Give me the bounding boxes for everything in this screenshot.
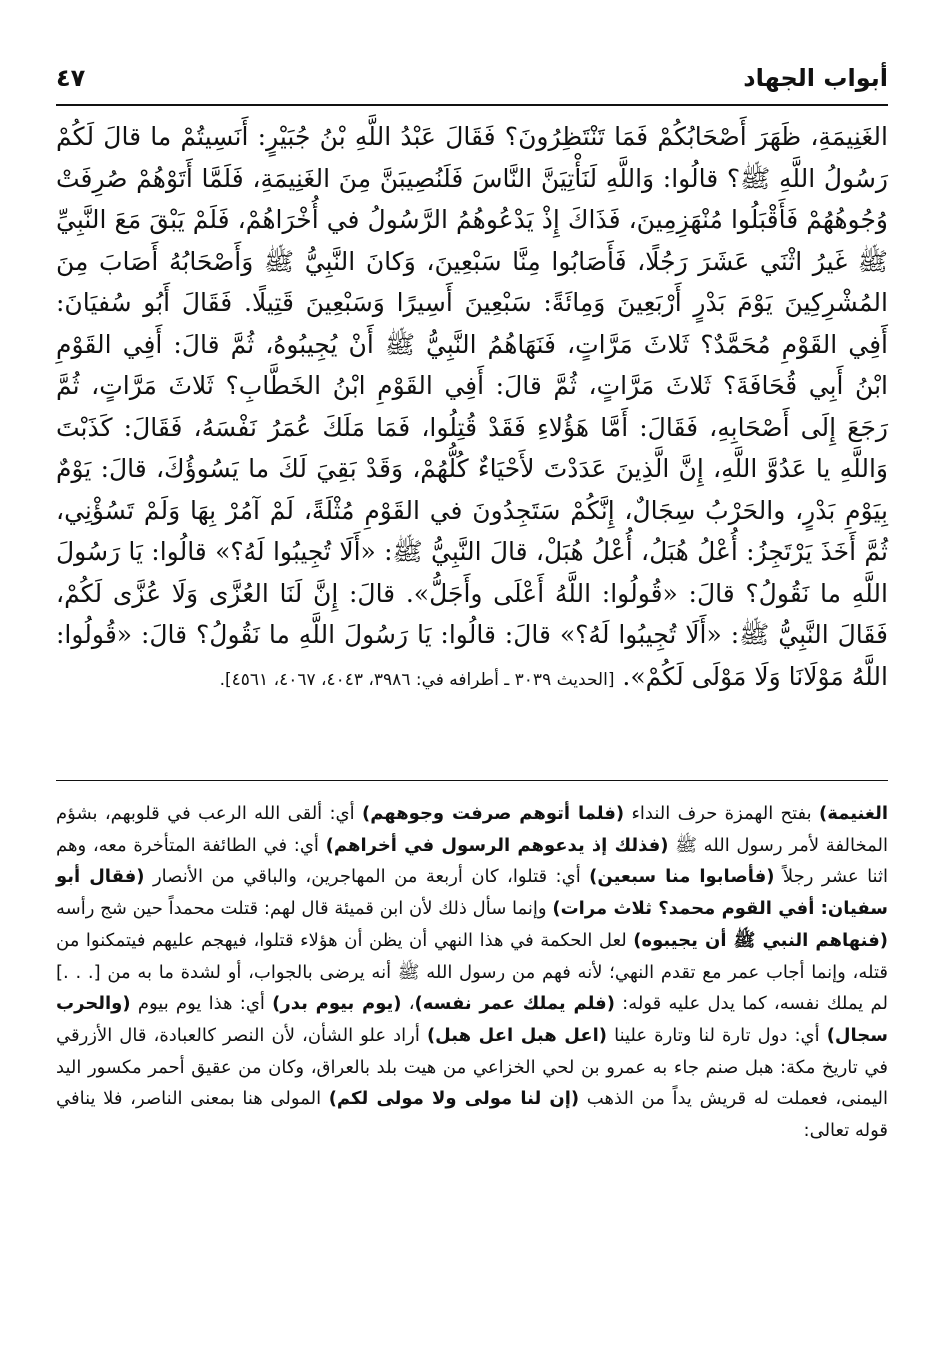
commentary-segment: أي: دول تارة لنا وتارة علينا — [607, 1024, 827, 1046]
commentary-segment: بفتح الهمزة حرف النداء — [624, 803, 819, 824]
running-title: أبواب الجهاد — [743, 64, 888, 92]
commentary-segment: (فقال أبو سفيان: أفي القوم محمد؟ ثلاث مرات) — [56, 866, 888, 920]
commentary-segment: (إن لنا مولى ولا مولى لكم) — [328, 1088, 580, 1110]
hadith-reference: [الحديث ٣٠٣٩ ـ أطرافه في: ٣٩٨٦، ٤٠٤٣، ٤٠٦٧، ٤٥٦١]. — [219, 669, 615, 690]
commentary-segment: أي: هذا يوم بيوم — [130, 993, 273, 1015]
header-rule — [56, 104, 888, 106]
commentary-segment: (فأصابوا منا سبعين) — [589, 866, 775, 888]
page-number: ٤٧ — [56, 64, 86, 92]
commentary-segment: المولى هنا بمعنى الناصر، فلا ينافي قوله تعالى: — [56, 1088, 888, 1142]
commentary-segment: (اعل هبل اعل هبل) — [426, 1024, 608, 1046]
commentary-segment: (والحرب سجال) — [56, 993, 888, 1046]
commentary-text-block — [56, 798, 888, 1147]
commentary-segment: أي: في الطائفة المتأخرة معه، وهم اثنا عشر رجلاً — [56, 834, 888, 888]
commentary-segment: الغنيمة) — [819, 803, 888, 824]
commentary-segment: (فلما أتوهم صرفت وجوههم) — [361, 803, 625, 824]
hadith-text-block — [56, 116, 888, 701]
commentary-segment: (فلم يملك عمر نفسه) — [414, 993, 615, 1015]
commentary-segment: أراد علو الشأن، لأن النصر كالعبادة، قال الأزرقي في تاريخ مكة: هبل صنم جاء به عمرو بن لحي الخزاعي من هيت بلد بالعراق، وكان من عقيق أحمر مكسور اليد اليمنى، فعملت له قريش يداً من الذهب — [56, 1024, 888, 1110]
commentary-segment: أي: ألقى الله الرعب في قلوبهم، بشؤم المخالفة لأمر رسول الله ﷺ — [56, 803, 889, 856]
commentary-segment: وإنما سأل ذلك لأن ابن قميئة قال لهم: قتلت محمداً حين شج رأسه — [56, 898, 553, 920]
page-header — [56, 58, 888, 102]
commentary-segment: (يوم بيوم بدر) — [272, 993, 402, 1015]
commentary-segment: (فذلك إذ يدعوهم الرسول في أخراهم) — [325, 834, 669, 856]
commentary-segment: (فنهاهم النبي ﷺ أن يجيبوه) — [633, 929, 888, 951]
footnote-separator — [56, 780, 888, 781]
commentary-segment: ، — [401, 993, 415, 1015]
hadith-text: الغَنِيمَةِ، ظَهَرَ أَصْحَابُكُمْ فَمَا تَنْتَظِرُونَ؟ فَقَالَ عَبْدُ اللَّهِ بْنُ جُبَيْرٍ: أَنَسِيتُمْ ما قالَ لَكُمْ رَسُولُ اللَّهِ ﷺ؟ قالُوا: وَاللَّهِ لَنَأْتِيَنَّ النَّاسَ فَلَنُصِيبَنَّ مِنَ الغَنِيمَةِ، فَلَمَّا أَتَوْهُمْ صُرِفَتْ وُجُوهُهُمْ فَأَقْبَلُوا مُنْهَزِمِينَ، فَذَاكَ إِذْ يَدْعُوهُمُ الرَّسُولُ في أُخْرَاهُمْ، فَلَمْ يَبْقَ مَعَ النَّبِيِّ ﷺ غَيرُ اثْنَي عَشَرَ رَجُلًا، فَأَصَابُوا مِنَّا سَبْعِينَ، وَكانَ النَّبِيُّ ﷺ وَأَصْحَابُهُ أَصَابَ مِنَ المُشْرِكِينَ يَوْمَ بَدْرٍ أَرْبَعِينَ وَمِائَةً: سَبْعِينَ أَسِيرًا وَسَبْعِينَ قَتِيلًا. فَقَالَ أَبُو سُفيَانَ: أَفِي القَوْمِ مُحَمَّدٌ؟ ثَلاثَ مَرَّاتٍ، فَنَهَاهُمُ النَّبِيُّ ﷺ أَنْ يُجِيبُوهُ، ثُمَّ قالَ: أَفِي القَوْمِ ابْنُ أَبِي قُحَافَةَ؟ ثَلاثَ مَرَّاتٍ، ثُمَّ قالَ: أَفِي القَوْمِ ابْنُ الخَطَّابِ؟ ثَلاثَ مَرَّاتٍ، ثُمَّ رَجَعَ إِلَى أَصْحَابِهِ، فَقَالَ: أَمَّا هَؤُلاءِ فَقَدْ قُتِلُوا، فَمَا مَلَكَ عُمَرُ نَفْسَهُ، فَقَالَ: كَذَبْتَ وَاللَّهِ يا عَدُوَّ اللَّهِ، إِنَّ الَّذِينَ عَدَدْتَ لأَحْيَاءٌ كُلُّهُمْ، وَقَدْ بَقِيَ لَكَ ما يَسُوؤُكَ، قالَ: يَوْمٌ بِيَوْمِ بَدْرٍ، والحَرْبُ سِجَالٌ، إِنَّكُمْ سَتَجِدُونَ في القَوْمِ مُثْلَةً، لَمْ آمُرْ بِهَا وَلَمْ تَسُؤْنِي، ثُمَّ أَخَذَ يَرْتَجِزُ: أُعْلُ هُبَلُ، أُعْلُ هُبَلْ، قالَ النَّبِيُّ ﷺ: «أَلَا تُجِيبُوا لَهُ؟» قالُوا: يَا رَسُولَ اللَّهِ ما نَقُولُ؟ قالَ: «قُولُوا: اللَّهُ أَعْلَى وأَجَلُّ». قالَ: إِنَّ لَنَا العُزَّى وَلَا عُزَّى لَكُمْ، فَقَالَ النَّبِيُّ ﷺ: «أَلَا تُجِيبُوا لَهُ؟» قالَ: قالُوا: يَا رَسُولَ اللَّهِ ما نَقُولُ؟ قالَ: «قُولُوا: اللَّهُ مَوْلَانَا وَلَا مَوْلَى لَكُمْ». — [56, 122, 888, 691]
commentary-segment: أي: قتلوا، كان أربعة من المهاجرين، والباقي من الأنصار — [144, 866, 590, 888]
commentary-segment: لعل الحكمة في هذا النهي أن يظن أن هؤلاء قتلوا، فيهجم عليهم فيتمكنوا من قتله، وإنما أجاب عمر مع تقدم النهي؛ لأنه فهم من رسول الله ﷺ أنه يرضى بالجواب، أو لشدة ما به من [. . .] لم يملك نفسه، كما يدل عليه قوله: — [56, 929, 888, 1015]
